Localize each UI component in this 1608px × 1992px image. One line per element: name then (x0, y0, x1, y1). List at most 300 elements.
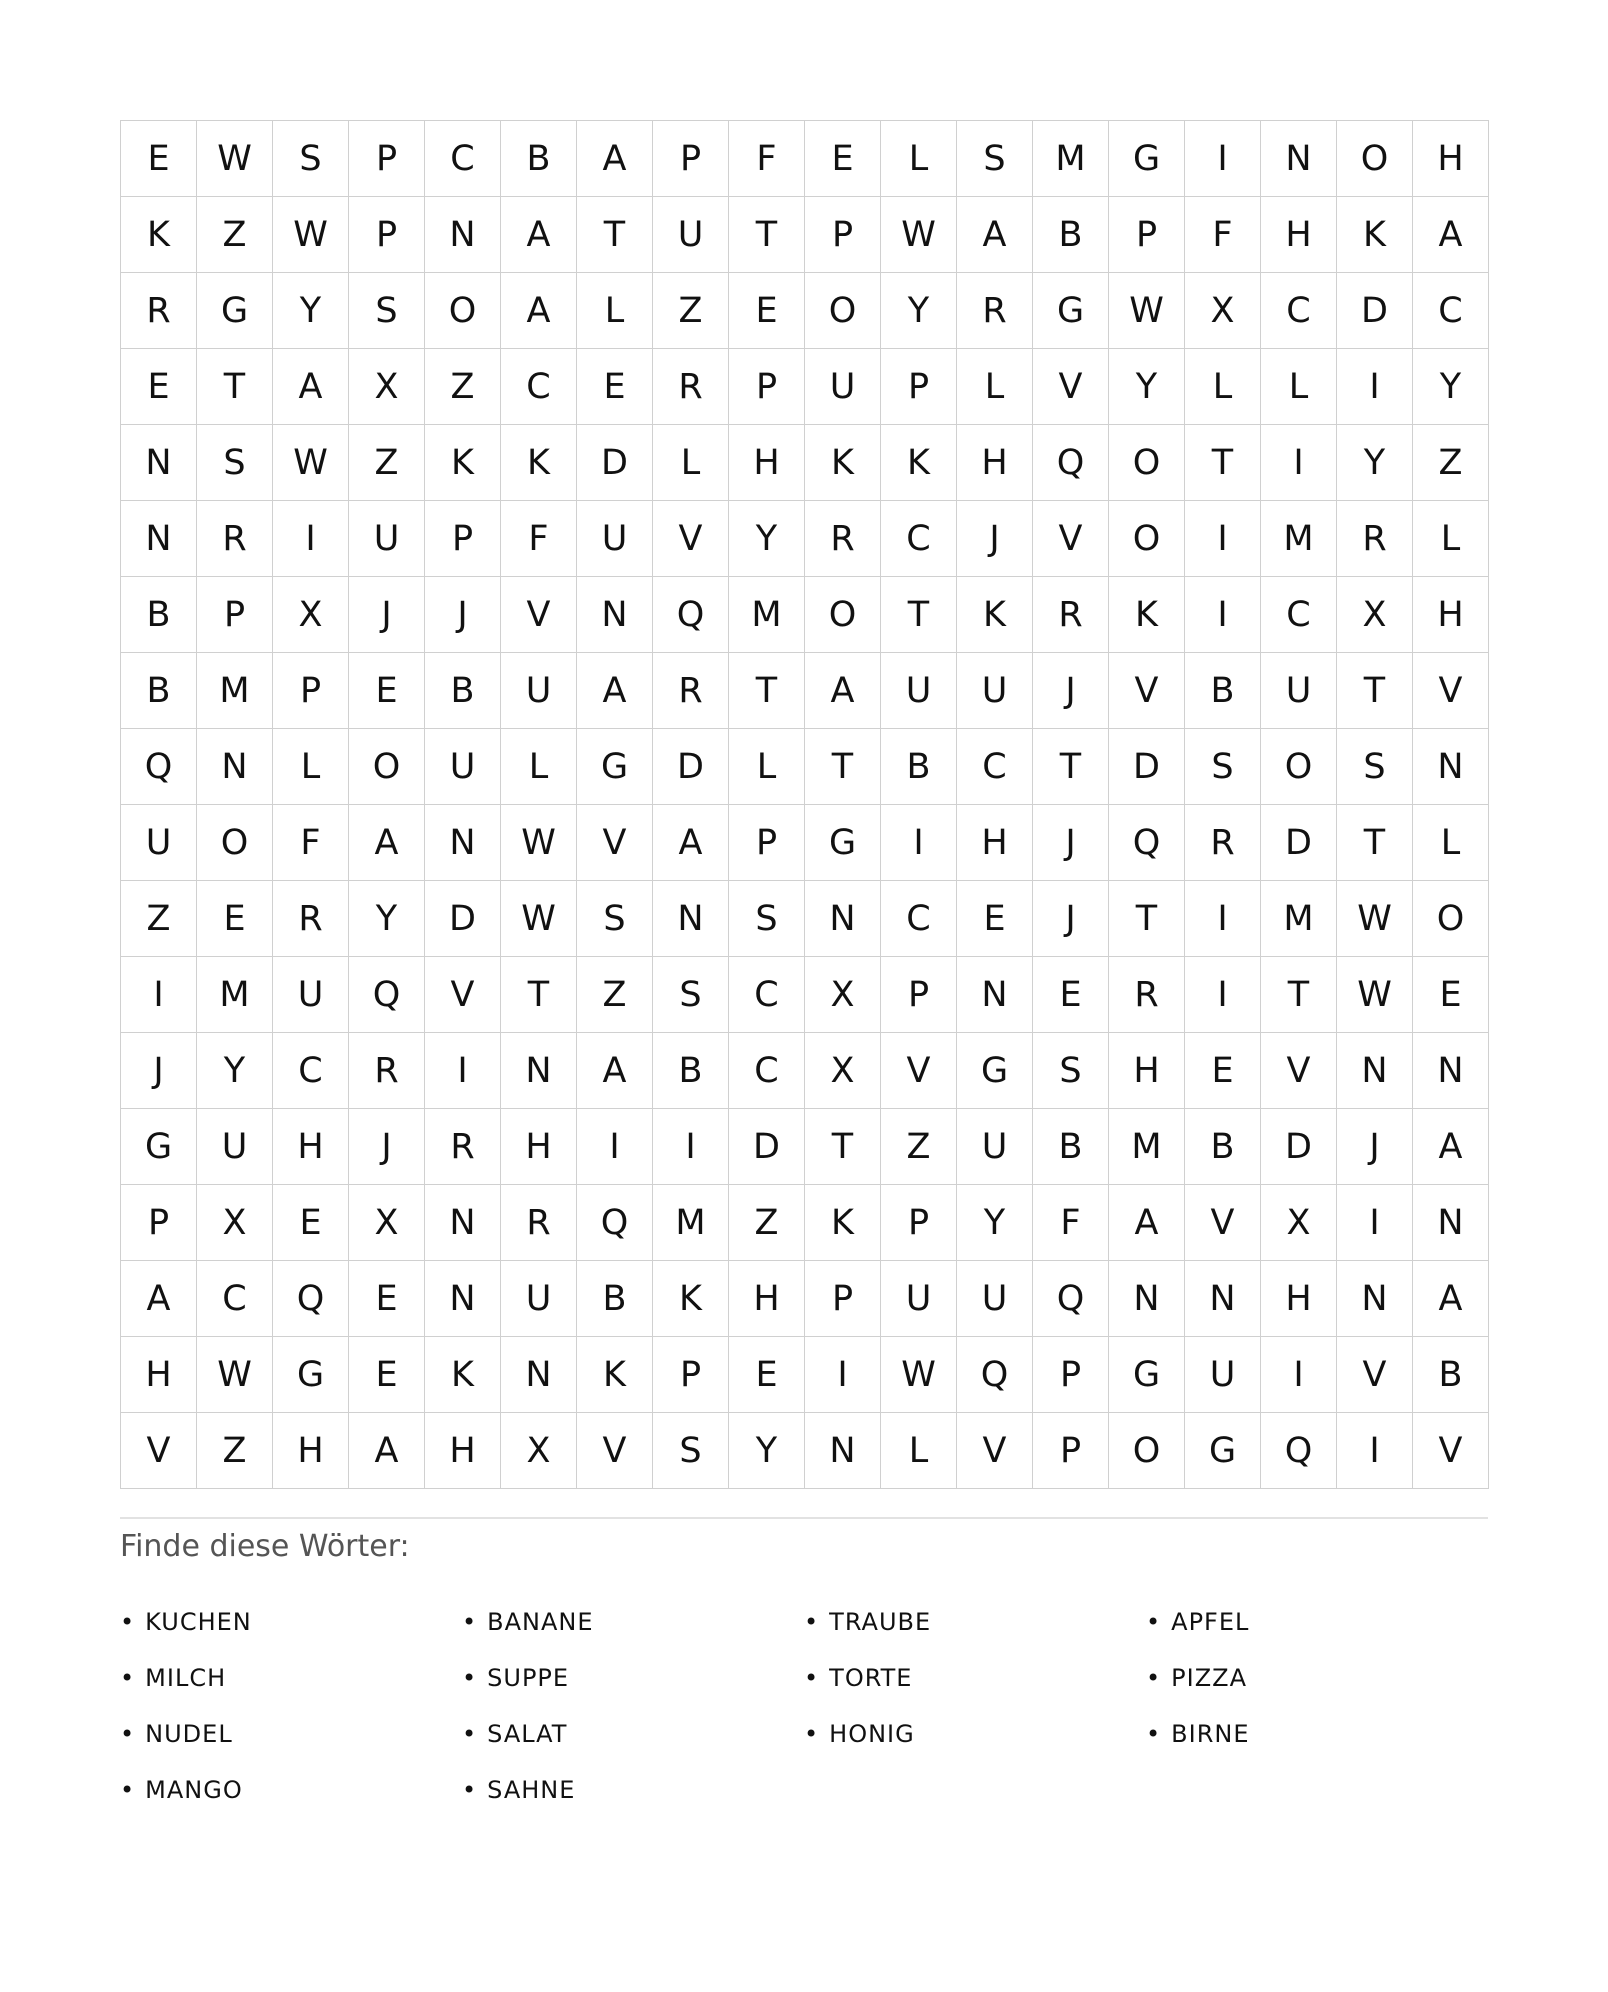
grid-cell[interactable]: P (881, 957, 957, 1033)
grid-cell[interactable]: N (805, 881, 881, 957)
grid-cell[interactable]: Z (197, 197, 273, 273)
grid-cell[interactable]: Q (577, 1185, 653, 1261)
grid-cell[interactable]: L (881, 1413, 957, 1489)
grid-cell[interactable]: Q (1033, 425, 1109, 501)
grid-cell[interactable]: T (1033, 729, 1109, 805)
grid-cell[interactable]: F (729, 121, 805, 197)
grid-cell[interactable]: E (1033, 957, 1109, 1033)
grid-cell[interactable]: M (729, 577, 805, 653)
grid-cell[interactable]: I (1185, 121, 1261, 197)
grid-cell[interactable]: C (881, 501, 957, 577)
grid-cell[interactable]: I (1261, 1337, 1337, 1413)
grid-cell[interactable]: W (881, 1337, 957, 1413)
grid-cell[interactable]: K (577, 1337, 653, 1413)
grid-cell[interactable]: L (653, 425, 729, 501)
grid-cell[interactable]: Y (957, 1185, 1033, 1261)
grid-cell[interactable]: I (653, 1109, 729, 1185)
grid-cell[interactable]: N (957, 957, 1033, 1033)
grid-cell[interactable]: Q (957, 1337, 1033, 1413)
grid-cell[interactable]: U (121, 805, 197, 881)
grid-cell[interactable]: P (729, 349, 805, 425)
grid-cell[interactable]: P (653, 121, 729, 197)
grid-cell[interactable]: I (1337, 1413, 1413, 1489)
grid-cell[interactable]: P (653, 1337, 729, 1413)
grid-cell[interactable]: B (425, 653, 501, 729)
grid-cell[interactable]: T (805, 729, 881, 805)
grid-cell[interactable]: P (273, 653, 349, 729)
grid-cell[interactable]: O (1261, 729, 1337, 805)
grid-cell[interactable]: P (805, 197, 881, 273)
grid-cell[interactable]: L (957, 349, 1033, 425)
grid-cell[interactable]: C (957, 729, 1033, 805)
grid-cell[interactable]: T (729, 197, 805, 273)
grid-cell[interactable]: N (121, 425, 197, 501)
grid-cell[interactable]: U (881, 1261, 957, 1337)
grid-cell[interactable]: N (121, 501, 197, 577)
grid-cell[interactable]: T (805, 1109, 881, 1185)
grid-cell[interactable]: Y (1109, 349, 1185, 425)
grid-cell[interactable]: R (1185, 805, 1261, 881)
grid-cell[interactable]: J (1033, 881, 1109, 957)
grid-cell[interactable]: M (1261, 501, 1337, 577)
grid-cell[interactable]: X (1261, 1185, 1337, 1261)
grid-cell[interactable]: K (1109, 577, 1185, 653)
grid-cell[interactable]: G (805, 805, 881, 881)
grid-cell[interactable]: N (501, 1033, 577, 1109)
grid-cell[interactable]: H (1413, 577, 1489, 653)
grid-cell[interactable]: M (197, 653, 273, 729)
grid-cell[interactable]: I (881, 805, 957, 881)
grid-cell[interactable]: U (501, 1261, 577, 1337)
grid-cell[interactable]: D (1109, 729, 1185, 805)
grid-cell[interactable]: B (1033, 1109, 1109, 1185)
grid-cell[interactable]: H (1261, 1261, 1337, 1337)
grid-cell[interactable]: P (349, 197, 425, 273)
grid-cell[interactable]: S (957, 121, 1033, 197)
grid-cell[interactable]: P (1109, 197, 1185, 273)
grid-cell[interactable]: Z (349, 425, 425, 501)
grid-cell[interactable]: V (1413, 653, 1489, 729)
grid-cell[interactable]: V (121, 1413, 197, 1489)
grid-cell[interactable]: O (805, 577, 881, 653)
grid-cell[interactable]: N (425, 197, 501, 273)
grid-cell[interactable]: W (881, 197, 957, 273)
grid-cell[interactable]: D (577, 425, 653, 501)
grid-cell[interactable]: U (957, 653, 1033, 729)
grid-cell[interactable]: R (1033, 577, 1109, 653)
grid-cell[interactable]: C (729, 957, 805, 1033)
grid-cell[interactable]: S (729, 881, 805, 957)
grid-cell[interactable]: V (1261, 1033, 1337, 1109)
grid-cell[interactable]: Q (1033, 1261, 1109, 1337)
grid-cell[interactable]: D (1337, 273, 1413, 349)
grid-cell[interactable]: V (577, 1413, 653, 1489)
grid-cell[interactable]: M (1033, 121, 1109, 197)
grid-cell[interactable]: Y (273, 273, 349, 349)
grid-cell[interactable]: A (1413, 197, 1489, 273)
grid-cell[interactable]: U (653, 197, 729, 273)
grid-cell[interactable]: A (1109, 1185, 1185, 1261)
grid-cell[interactable]: N (805, 1413, 881, 1489)
grid-cell[interactable]: K (805, 425, 881, 501)
grid-cell[interactable]: S (1033, 1033, 1109, 1109)
grid-cell[interactable]: I (1185, 957, 1261, 1033)
grid-cell[interactable]: X (273, 577, 349, 653)
grid-cell[interactable]: I (1185, 577, 1261, 653)
grid-cell[interactable]: C (1413, 273, 1489, 349)
grid-cell[interactable]: G (273, 1337, 349, 1413)
grid-cell[interactable]: R (805, 501, 881, 577)
grid-cell[interactable]: G (577, 729, 653, 805)
grid-cell[interactable]: P (881, 1185, 957, 1261)
grid-cell[interactable]: M (197, 957, 273, 1033)
grid-cell[interactable]: Q (1261, 1413, 1337, 1489)
grid-cell[interactable]: E (957, 881, 1033, 957)
grid-cell[interactable]: I (577, 1109, 653, 1185)
grid-cell[interactable]: N (425, 1261, 501, 1337)
grid-cell[interactable]: D (1261, 1109, 1337, 1185)
grid-cell[interactable]: K (1337, 197, 1413, 273)
grid-cell[interactable]: K (121, 197, 197, 273)
grid-cell[interactable]: V (1185, 1185, 1261, 1261)
grid-cell[interactable]: N (1413, 1033, 1489, 1109)
grid-cell[interactable]: X (349, 1185, 425, 1261)
grid-cell[interactable]: E (349, 1261, 425, 1337)
grid-cell[interactable]: I (1337, 349, 1413, 425)
grid-cell[interactable]: K (653, 1261, 729, 1337)
grid-cell[interactable]: E (1413, 957, 1489, 1033)
grid-cell[interactable]: S (349, 273, 425, 349)
grid-cell[interactable]: C (1261, 577, 1337, 653)
grid-cell[interactable]: N (653, 881, 729, 957)
grid-cell[interactable]: A (1413, 1261, 1489, 1337)
grid-cell[interactable]: Y (197, 1033, 273, 1109)
grid-cell[interactable]: Z (653, 273, 729, 349)
grid-cell[interactable]: V (1033, 349, 1109, 425)
grid-cell[interactable]: L (1413, 805, 1489, 881)
grid-cell[interactable]: N (197, 729, 273, 805)
grid-cell[interactable]: Q (349, 957, 425, 1033)
grid-cell[interactable]: O (349, 729, 425, 805)
grid-cell[interactable]: V (957, 1413, 1033, 1489)
grid-cell[interactable]: E (729, 1337, 805, 1413)
grid-cell[interactable]: S (653, 957, 729, 1033)
grid-cell[interactable]: P (425, 501, 501, 577)
grid-cell[interactable]: N (1185, 1261, 1261, 1337)
grid-cell[interactable]: G (1109, 1337, 1185, 1413)
grid-cell[interactable]: K (425, 425, 501, 501)
grid-cell[interactable]: L (1413, 501, 1489, 577)
grid-cell[interactable]: H (1261, 197, 1337, 273)
grid-cell[interactable]: N (1337, 1261, 1413, 1337)
grid-cell[interactable]: Q (273, 1261, 349, 1337)
grid-cell[interactable]: N (1413, 1185, 1489, 1261)
grid-cell[interactable]: P (1033, 1413, 1109, 1489)
grid-cell[interactable]: A (349, 1413, 425, 1489)
grid-cell[interactable]: W (501, 881, 577, 957)
grid-cell[interactable]: K (805, 1185, 881, 1261)
grid-cell[interactable]: U (957, 1261, 1033, 1337)
grid-cell[interactable]: Z (577, 957, 653, 1033)
grid-cell[interactable]: W (197, 121, 273, 197)
grid-cell[interactable]: M (653, 1185, 729, 1261)
grid-cell[interactable]: B (1033, 197, 1109, 273)
grid-cell[interactable]: S (1185, 729, 1261, 805)
grid-cell[interactable]: P (881, 349, 957, 425)
grid-cell[interactable]: F (1033, 1185, 1109, 1261)
grid-cell[interactable]: A (577, 121, 653, 197)
grid-cell[interactable]: Z (729, 1185, 805, 1261)
grid-cell[interactable]: N (425, 805, 501, 881)
grid-cell[interactable]: C (501, 349, 577, 425)
grid-cell[interactable]: U (1261, 653, 1337, 729)
grid-cell[interactable]: U (881, 653, 957, 729)
grid-cell[interactable]: W (501, 805, 577, 881)
grid-cell[interactable]: I (273, 501, 349, 577)
grid-cell[interactable]: O (1109, 501, 1185, 577)
grid-cell[interactable]: L (1261, 349, 1337, 425)
grid-cell[interactable]: L (577, 273, 653, 349)
grid-cell[interactable]: I (1185, 501, 1261, 577)
grid-cell[interactable]: K (501, 425, 577, 501)
grid-cell[interactable]: T (577, 197, 653, 273)
grid-cell[interactable]: X (501, 1413, 577, 1489)
grid-cell[interactable]: B (881, 729, 957, 805)
grid-cell[interactable]: H (729, 1261, 805, 1337)
grid-cell[interactable]: W (197, 1337, 273, 1413)
grid-cell[interactable]: Y (881, 273, 957, 349)
grid-cell[interactable]: U (197, 1109, 273, 1185)
grid-cell[interactable]: B (1185, 1109, 1261, 1185)
grid-cell[interactable]: R (1109, 957, 1185, 1033)
grid-cell[interactable]: G (1185, 1413, 1261, 1489)
grid-cell[interactable]: B (121, 653, 197, 729)
grid-cell[interactable]: O (1413, 881, 1489, 957)
grid-cell[interactable]: T (1261, 957, 1337, 1033)
grid-cell[interactable]: G (957, 1033, 1033, 1109)
grid-cell[interactable]: A (501, 197, 577, 273)
grid-cell[interactable]: Y (349, 881, 425, 957)
grid-cell[interactable]: R (273, 881, 349, 957)
grid-cell[interactable]: L (729, 729, 805, 805)
grid-cell[interactable]: D (653, 729, 729, 805)
grid-cell[interactable]: U (425, 729, 501, 805)
grid-cell[interactable]: S (577, 881, 653, 957)
grid-cell[interactable]: X (805, 1033, 881, 1109)
grid-cell[interactable]: M (1109, 1109, 1185, 1185)
grid-cell[interactable]: U (273, 957, 349, 1033)
grid-cell[interactable]: W (273, 425, 349, 501)
grid-cell[interactable]: X (197, 1185, 273, 1261)
grid-cell[interactable]: I (805, 1337, 881, 1413)
grid-cell[interactable]: T (1337, 653, 1413, 729)
grid-cell[interactable]: T (1185, 425, 1261, 501)
grid-cell[interactable]: K (425, 1337, 501, 1413)
grid-cell[interactable]: D (425, 881, 501, 957)
grid-cell[interactable]: A (577, 653, 653, 729)
grid-cell[interactable]: L (501, 729, 577, 805)
grid-cell[interactable]: B (577, 1261, 653, 1337)
grid-cell[interactable]: R (653, 349, 729, 425)
grid-cell[interactable]: G (1109, 121, 1185, 197)
grid-cell[interactable]: H (273, 1109, 349, 1185)
grid-cell[interactable]: A (501, 273, 577, 349)
grid-cell[interactable]: V (425, 957, 501, 1033)
grid-cell[interactable]: O (1109, 425, 1185, 501)
grid-cell[interactable]: N (1413, 729, 1489, 805)
grid-cell[interactable]: C (1261, 273, 1337, 349)
grid-cell[interactable]: C (273, 1033, 349, 1109)
grid-cell[interactable]: E (805, 121, 881, 197)
grid-cell[interactable]: F (501, 501, 577, 577)
grid-cell[interactable]: V (881, 1033, 957, 1109)
grid-cell[interactable]: H (957, 425, 1033, 501)
grid-cell[interactable]: V (1337, 1337, 1413, 1413)
grid-cell[interactable]: U (805, 349, 881, 425)
grid-cell[interactable]: F (1185, 197, 1261, 273)
grid-cell[interactable]: P (1033, 1337, 1109, 1413)
grid-cell[interactable]: Y (729, 501, 805, 577)
grid-cell[interactable]: V (1033, 501, 1109, 577)
grid-cell[interactable]: R (121, 273, 197, 349)
grid-cell[interactable]: R (197, 501, 273, 577)
grid-cell[interactable]: H (425, 1413, 501, 1489)
grid-cell[interactable]: W (273, 197, 349, 273)
grid-cell[interactable]: H (501, 1109, 577, 1185)
grid-cell[interactable]: O (425, 273, 501, 349)
grid-cell[interactable]: S (653, 1413, 729, 1489)
grid-cell[interactable]: H (1109, 1033, 1185, 1109)
grid-cell[interactable]: A (805, 653, 881, 729)
grid-cell[interactable]: T (1109, 881, 1185, 957)
grid-cell[interactable]: T (1337, 805, 1413, 881)
grid-cell[interactable]: B (121, 577, 197, 653)
grid-cell[interactable]: N (1261, 121, 1337, 197)
grid-cell[interactable]: Z (121, 881, 197, 957)
grid-cell[interactable]: E (349, 653, 425, 729)
grid-cell[interactable]: B (1185, 653, 1261, 729)
grid-cell[interactable]: J (121, 1033, 197, 1109)
grid-cell[interactable]: E (729, 273, 805, 349)
grid-cell[interactable]: P (805, 1261, 881, 1337)
grid-cell[interactable]: U (577, 501, 653, 577)
grid-cell[interactable]: J (1033, 805, 1109, 881)
grid-cell[interactable]: Y (729, 1413, 805, 1489)
grid-cell[interactable]: C (197, 1261, 273, 1337)
grid-cell[interactable]: E (1185, 1033, 1261, 1109)
grid-cell[interactable]: V (577, 805, 653, 881)
grid-cell[interactable]: X (805, 957, 881, 1033)
grid-cell[interactable]: T (197, 349, 273, 425)
grid-cell[interactable]: R (957, 273, 1033, 349)
grid-cell[interactable]: E (577, 349, 653, 425)
grid-cell[interactable]: Q (653, 577, 729, 653)
grid-cell[interactable]: J (1337, 1109, 1413, 1185)
grid-cell[interactable]: O (805, 273, 881, 349)
grid-cell[interactable]: H (729, 425, 805, 501)
grid-cell[interactable]: E (121, 349, 197, 425)
grid-cell[interactable]: S (197, 425, 273, 501)
grid-cell[interactable]: C (881, 881, 957, 957)
grid-cell[interactable]: Z (197, 1413, 273, 1489)
grid-cell[interactable]: C (425, 121, 501, 197)
grid-cell[interactable]: B (1413, 1337, 1489, 1413)
grid-cell[interactable]: E (121, 121, 197, 197)
grid-cell[interactable]: P (349, 121, 425, 197)
grid-cell[interactable]: G (1033, 273, 1109, 349)
grid-cell[interactable]: L (1185, 349, 1261, 425)
grid-cell[interactable]: A (349, 805, 425, 881)
grid-cell[interactable]: V (1109, 653, 1185, 729)
grid-cell[interactable]: K (957, 577, 1033, 653)
grid-cell[interactable]: W (1337, 957, 1413, 1033)
grid-cell[interactable]: O (1337, 121, 1413, 197)
grid-cell[interactable]: L (881, 121, 957, 197)
grid-cell[interactable]: H (957, 805, 1033, 881)
grid-cell[interactable]: N (1337, 1033, 1413, 1109)
grid-cell[interactable]: T (501, 957, 577, 1033)
grid-cell[interactable]: G (121, 1109, 197, 1185)
grid-cell[interactable]: V (501, 577, 577, 653)
grid-cell[interactable]: T (881, 577, 957, 653)
grid-cell[interactable]: I (1337, 1185, 1413, 1261)
grid-cell[interactable]: O (1109, 1413, 1185, 1489)
grid-cell[interactable]: J (957, 501, 1033, 577)
grid-cell[interactable]: H (121, 1337, 197, 1413)
grid-cell[interactable]: Y (1413, 349, 1489, 425)
grid-cell[interactable]: P (121, 1185, 197, 1261)
grid-cell[interactable]: R (349, 1033, 425, 1109)
grid-cell[interactable]: Z (425, 349, 501, 425)
grid-cell[interactable]: R (425, 1109, 501, 1185)
grid-cell[interactable]: U (349, 501, 425, 577)
grid-cell[interactable]: P (729, 805, 805, 881)
grid-cell[interactable]: J (425, 577, 501, 653)
grid-cell[interactable]: B (653, 1033, 729, 1109)
grid-cell[interactable]: T (729, 653, 805, 729)
grid-cell[interactable]: P (197, 577, 273, 653)
grid-cell[interactable]: U (501, 653, 577, 729)
grid-cell[interactable]: G (197, 273, 273, 349)
grid-cell[interactable]: I (121, 957, 197, 1033)
grid-cell[interactable]: J (1033, 653, 1109, 729)
grid-cell[interactable]: K (881, 425, 957, 501)
grid-cell[interactable]: R (653, 653, 729, 729)
grid-cell[interactable]: D (1261, 805, 1337, 881)
grid-cell[interactable]: N (1109, 1261, 1185, 1337)
grid-cell[interactable]: Q (1109, 805, 1185, 881)
grid-cell[interactable]: V (653, 501, 729, 577)
grid-cell[interactable]: E (349, 1337, 425, 1413)
grid-cell[interactable]: I (1261, 425, 1337, 501)
grid-cell[interactable]: A (957, 197, 1033, 273)
grid-cell[interactable]: A (273, 349, 349, 425)
grid-cell[interactable]: I (1185, 881, 1261, 957)
grid-cell[interactable]: U (957, 1109, 1033, 1185)
grid-cell[interactable]: N (577, 577, 653, 653)
grid-cell[interactable]: R (501, 1185, 577, 1261)
grid-cell[interactable]: H (273, 1413, 349, 1489)
grid-cell[interactable]: A (577, 1033, 653, 1109)
grid-cell[interactable]: A (1413, 1109, 1489, 1185)
grid-cell[interactable]: N (501, 1337, 577, 1413)
grid-cell[interactable]: S (1337, 729, 1413, 805)
grid-cell[interactable]: J (349, 1109, 425, 1185)
grid-cell[interactable]: S (273, 121, 349, 197)
grid-cell[interactable]: I (425, 1033, 501, 1109)
grid-cell[interactable]: A (121, 1261, 197, 1337)
grid-cell[interactable]: L (273, 729, 349, 805)
